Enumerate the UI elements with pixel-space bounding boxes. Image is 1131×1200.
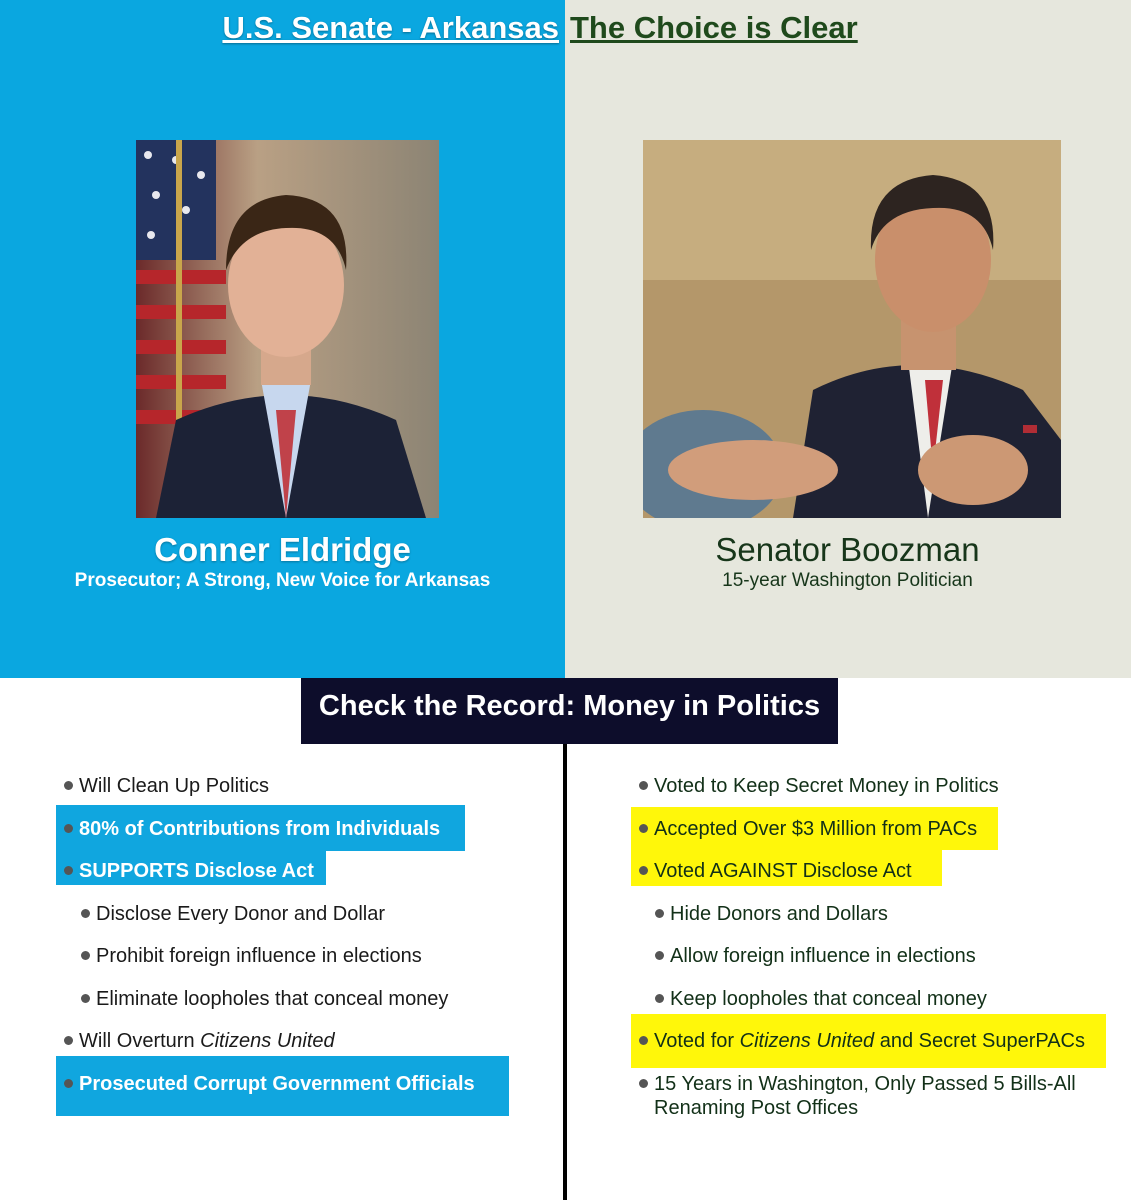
bullet-icon <box>64 866 73 875</box>
left-item-clean-up: Will Clean Up Politics <box>64 774 269 798</box>
right-item-secret-money: Voted to Keep Secret Money in Politics <box>639 774 999 798</box>
right-title-link[interactable]: The Choice is Clear <box>570 10 858 45</box>
left-title-link[interactable]: U.S. Senate - Arkansas <box>222 10 559 45</box>
center-divider <box>563 744 567 1200</box>
bullet-icon <box>639 1036 648 1045</box>
right-item-fifteen-years-cont: Renaming Post Offices <box>654 1097 859 1119</box>
bullet-icon <box>81 994 90 1003</box>
left-item-contributions: 80% of Contributions from Individuals <box>64 817 440 841</box>
right-subitem-allow-foreign: Allow foreign influence in elections <box>655 944 976 968</box>
right-candidate-subtitle: 15-year Washington Politician <box>722 570 973 591</box>
boozman-photo <box>643 140 1061 518</box>
record-title-box <box>301 678 838 744</box>
right-subitem-keep-loopholes: Keep loopholes that conceal money <box>655 987 987 1011</box>
left-subitem-prohibit-foreign: Prohibit foreign influence in elections <box>81 944 422 968</box>
bullet-icon <box>639 1079 648 1088</box>
left-item-prosecuted: Prosecuted Corrupt Government Officials <box>64 1072 475 1096</box>
bullet-icon <box>81 951 90 960</box>
bullet-icon <box>64 1036 73 1045</box>
bullet-icon <box>655 951 664 960</box>
left-candidate-name: Conner Eldridge <box>154 531 411 568</box>
bullet-icon <box>64 824 73 833</box>
bullet-icon <box>81 909 90 918</box>
bullet-icon <box>639 866 648 875</box>
right-item-citizens-united: Voted for Citizens United and Secret SuperPACs <box>639 1029 1085 1053</box>
right-item-fifteen-years: 15 Years in Washington, Only Passed 5 Bills-All <box>639 1072 1076 1096</box>
left-subitem-disclose-donor: Disclose Every Donor and Dollar <box>81 902 385 926</box>
right-subitem-hide-donors: Hide Donors and Dollars <box>655 902 888 926</box>
left-candidate-subtitle: Prosecutor; A Strong, New Voice for Arkansas <box>74 570 491 591</box>
right-candidate-name: Senator Boozman <box>715 531 980 568</box>
left-subitem-eliminate-loopholes: Eliminate loopholes that conceal money <box>81 987 448 1011</box>
bullet-icon <box>64 781 73 790</box>
right-item-pacs: Accepted Over $3 Million from PACs <box>639 817 977 841</box>
bullet-icon <box>64 1079 73 1088</box>
left-item-overturn: Will Overturn Citizens United <box>64 1029 335 1053</box>
bullet-icon <box>639 781 648 790</box>
bullet-icon <box>655 909 664 918</box>
right-item-against-disclose: Voted AGAINST Disclose Act <box>639 859 912 883</box>
bullet-icon <box>655 994 664 1003</box>
bullet-icon <box>639 824 648 833</box>
left-item-supports-disclose: SUPPORTS Disclose Act <box>64 859 314 883</box>
record-title: Check the Record: Money in Politics <box>318 690 821 722</box>
eldridge-photo <box>136 140 439 518</box>
